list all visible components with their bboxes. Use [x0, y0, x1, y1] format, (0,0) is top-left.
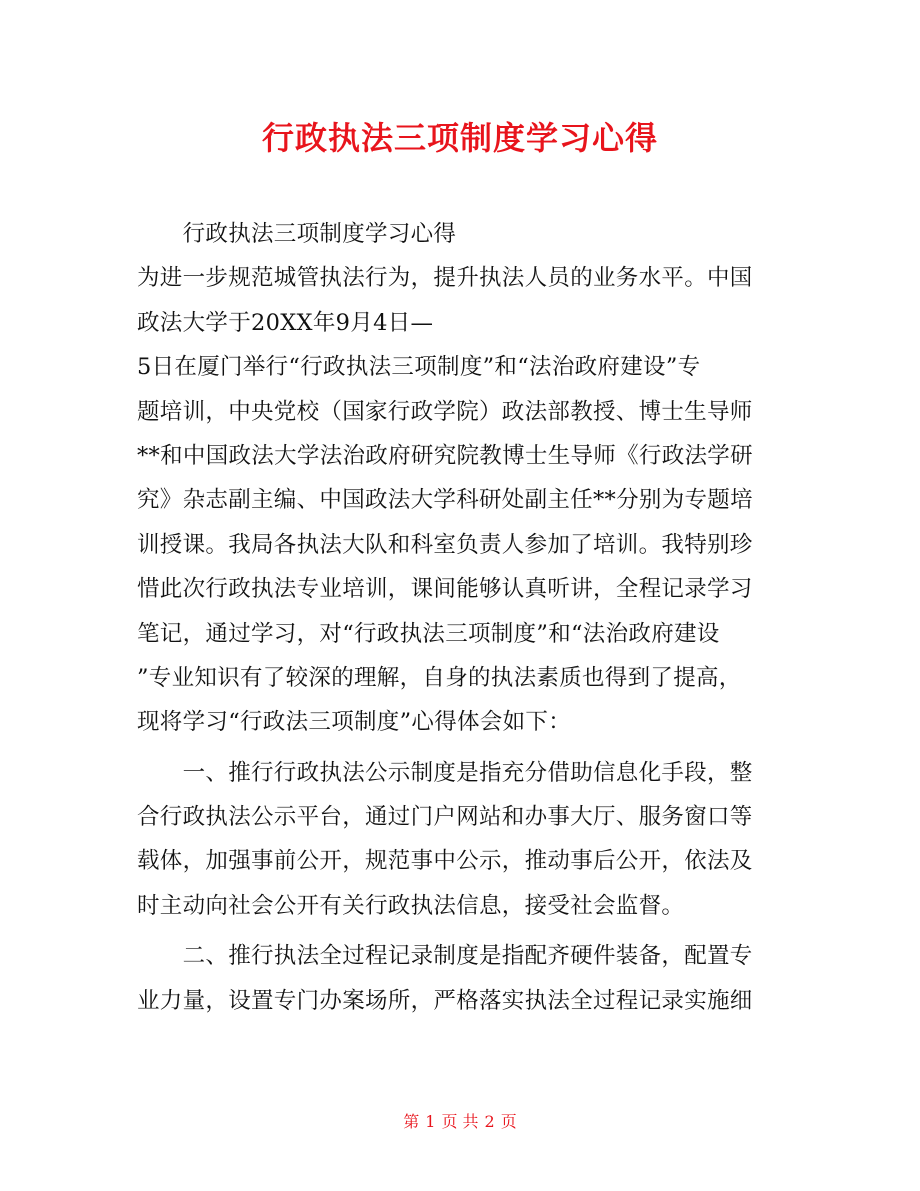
page-footer	[0, 1110, 920, 1134]
body-line: 题培训，中央党校（国家行政学院）政法部教授、博士生导师	[137, 398, 753, 425]
body-line: 为进一步规范城管执法行为，提升执法人员的业务水平。中国	[137, 265, 753, 292]
footer-page-suffix: 页	[500, 1112, 517, 1131]
footer-total-pages: 2	[484, 1112, 495, 1131]
footer-page-mid: 页 共	[441, 1112, 479, 1131]
body-line: **和中国政法大学法治政府研究院教博士生导师《行政法学研	[137, 442, 753, 469]
document-title: 行政执法三项制度学习心得	[261, 119, 658, 157]
body-line: 5日在厦门举行“行政执法三项制度”和“法治政府建设”专	[137, 354, 701, 381]
body-line: 合行政执法公示平台，通过门户网站和办事大厅、服务窗口等	[137, 804, 753, 831]
body-line: 行政执法三项制度学习心得	[137, 221, 457, 247]
body-line: 时主动向社会公开有关行政执法信息，接受社会监督。	[137, 892, 685, 919]
body-line: 笔记，通过学习，对“行政执法三项制度”和“法治政府建设	[137, 620, 720, 647]
body-line: 训授课。我局各执法大队和科室负责人参加了培训。我特别珍	[137, 531, 753, 558]
body-line: 二、推行执法全过程记录制度是指配齐硬件装备，配置专	[137, 943, 753, 970]
body-line: 现将学习“行政法三项制度”心得体会如下：	[137, 709, 572, 736]
body-line: 惜此次行政执法专业培训，课间能够认真听讲，全程记录学习	[137, 576, 753, 603]
body-line: 究》杂志副主编、中国政法大学科研处副主任**分别为专题培	[137, 487, 753, 514]
document-body	[137, 212, 787, 1023]
body-line: 载体，加强事前公开，规范事中公示，推动事后公开，依法及	[137, 848, 753, 875]
body-line: 政法大学于20XX年9月4日—	[137, 309, 434, 336]
body-line: ”专业知识有了较深的理解，自身的执法素质也得到了提高，	[137, 664, 742, 691]
body-line: 业力量，设置专门办案场所，严格落实执法全过程记录实施细	[137, 987, 753, 1014]
footer-current-page: 1	[425, 1112, 436, 1131]
body-line: 一、推行行政执法公示制度是指充分借助信息化手段，整	[137, 759, 753, 786]
footer-page-prefix: 第	[403, 1112, 420, 1131]
